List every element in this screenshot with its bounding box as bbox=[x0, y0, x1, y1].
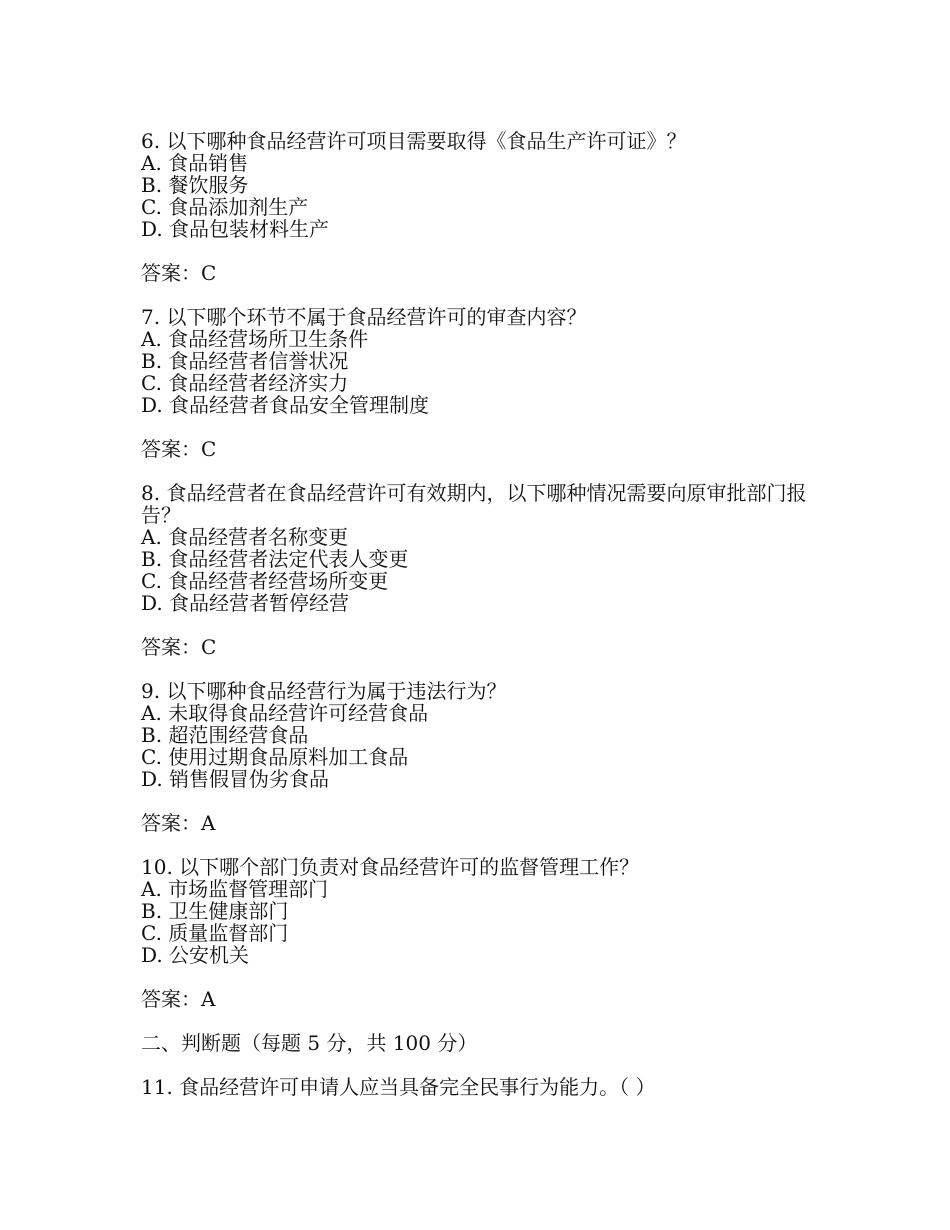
true-false-question: 11. 食品经营许可申请人应当具备完全民事行为能力。（ ） bbox=[141, 1075, 656, 1099]
question-8 bbox=[141, 482, 841, 658]
option-a: A. 食品经营场所卫生条件 bbox=[141, 327, 369, 351]
option-b: B. 卫生健康部门 bbox=[141, 899, 289, 923]
option-d: D. 食品经营者暂停经营 bbox=[141, 591, 350, 615]
option-d: D. 食品包装材料生产 bbox=[141, 217, 330, 241]
option-b: B. 食品经营者法定代表人变更 bbox=[141, 547, 409, 571]
question-text: 9. 以下哪种食品经营行为属于违法行为？ bbox=[141, 679, 507, 703]
question-10 bbox=[141, 856, 841, 1010]
option-d: D. 销售假冒伪劣食品 bbox=[141, 767, 330, 791]
question-text: 10. 以下哪个部门负责对食品经营许可的监督管理工作？ bbox=[141, 855, 640, 879]
answer: 答案：C bbox=[141, 437, 217, 461]
answer: 答案：C bbox=[141, 261, 217, 285]
question-text: 7. 以下哪个环节不属于食品经营许可的审查内容？ bbox=[141, 305, 587, 329]
option-c: C. 使用过期食品原料加工食品 bbox=[141, 745, 409, 769]
answer: 答案：C bbox=[141, 635, 217, 659]
option-a: A. 食品销售 bbox=[141, 151, 249, 175]
option-a: A. 未取得食品经营许可经营食品 bbox=[141, 701, 429, 725]
option-b: B. 食品经营者信誉状况 bbox=[141, 349, 349, 373]
answer: 答案：A bbox=[141, 987, 216, 1011]
answer: 答案：A bbox=[141, 811, 216, 835]
question-7 bbox=[141, 306, 841, 460]
option-c: C. 食品添加剂生产 bbox=[141, 195, 309, 219]
question-9 bbox=[141, 680, 841, 834]
option-c: C. 食品经营者经营场所变更 bbox=[141, 569, 389, 593]
option-b: B. 餐饮服务 bbox=[141, 173, 249, 197]
section-title: 二、判断题（每题 5 分，共 100 分） bbox=[141, 1031, 478, 1055]
question-6 bbox=[141, 130, 841, 284]
option-d: D. 公安机关 bbox=[141, 943, 250, 967]
option-a: A. 食品经营者名称变更 bbox=[141, 525, 349, 549]
option-c: C. 食品经营者经济实力 bbox=[141, 371, 349, 395]
question-text: 6. 以下哪种食品经营许可项目需要取得《食品生产许可证》？ bbox=[141, 129, 687, 153]
option-d: D. 食品经营者食品安全管理制度 bbox=[141, 393, 430, 417]
question-text: 8. 食品经营者在食品经营许可有效期内，以下哪种情况需要向原审批部门报告？ bbox=[141, 481, 807, 527]
option-c: C. 质量监督部门 bbox=[141, 921, 289, 945]
option-a: A. 市场监督管理部门 bbox=[141, 877, 329, 901]
option-b: B. 超范围经营食品 bbox=[141, 723, 309, 747]
document-page bbox=[141, 130, 841, 1098]
